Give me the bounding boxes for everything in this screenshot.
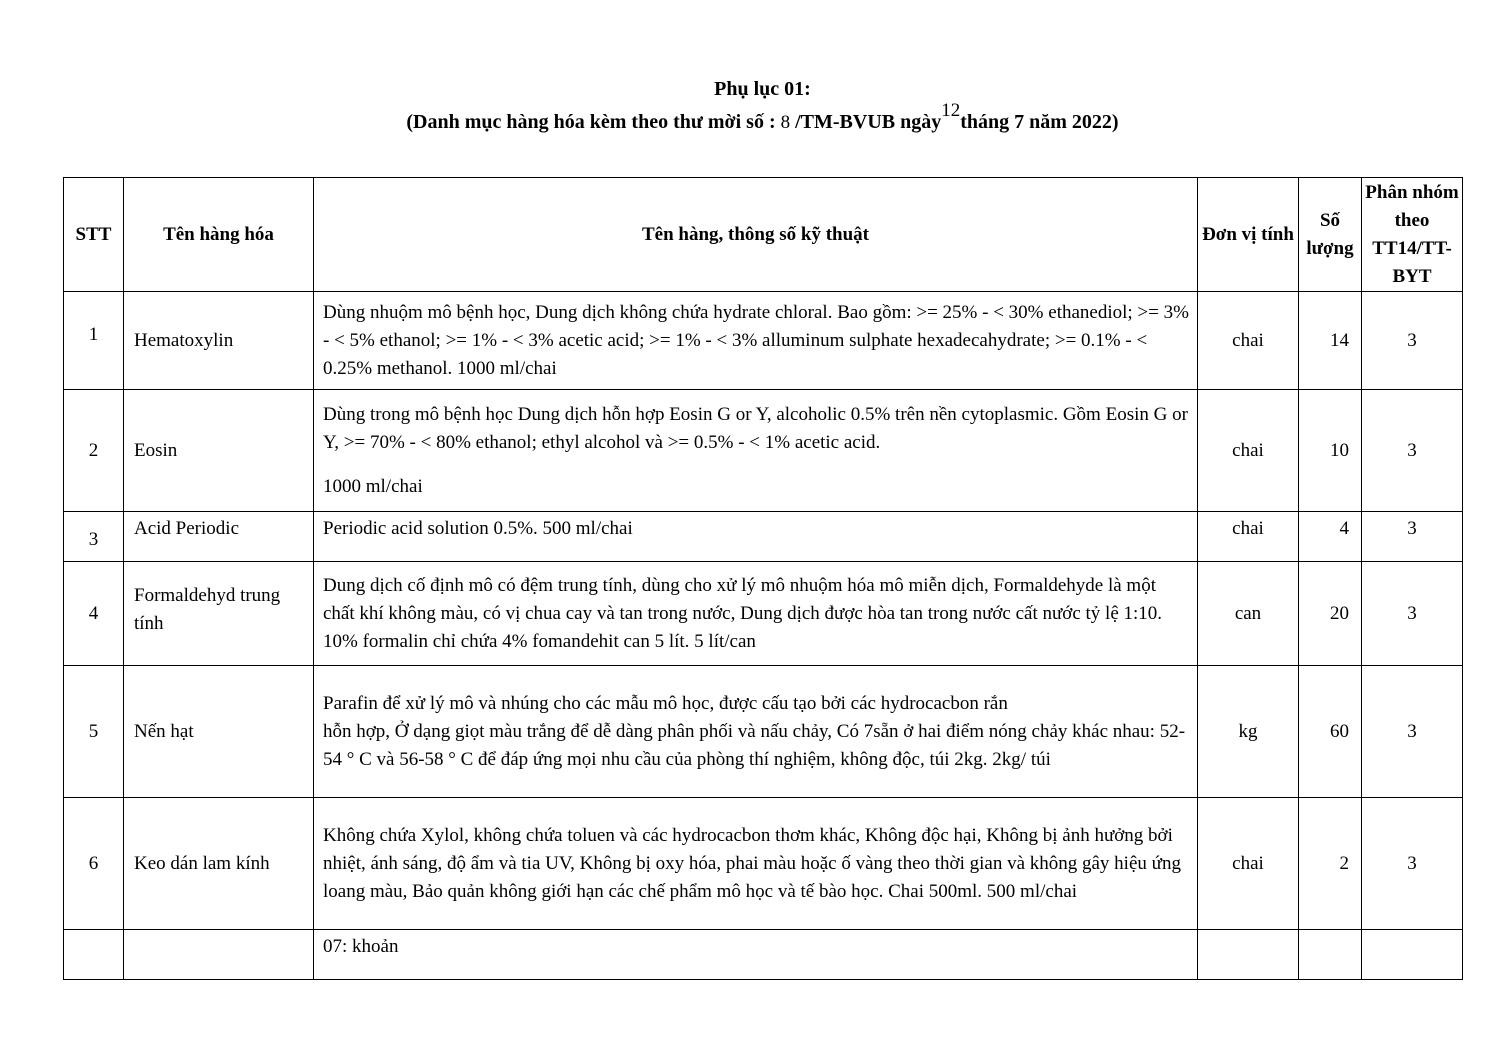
row-group: 3 bbox=[1362, 512, 1463, 562]
row-stt: 3 bbox=[64, 512, 124, 562]
row-stt: 4 bbox=[64, 562, 124, 666]
header-group: Phân nhóm theo TT14/TT-BYT bbox=[1362, 178, 1463, 292]
total-empty-unit bbox=[1198, 930, 1299, 980]
total-empty-qty bbox=[1299, 930, 1362, 980]
total-empty-name bbox=[124, 930, 314, 980]
row-stt: 2 bbox=[64, 390, 124, 512]
row-group: 3 bbox=[1362, 562, 1463, 666]
table-row bbox=[64, 292, 1463, 390]
row-qty: 4 bbox=[1299, 512, 1362, 562]
doc-number: 8 bbox=[780, 112, 791, 133]
row-spec-text: Dùng trong mô bệnh học Dung dịch hỗn hợp Eosin G or Y, alcoholic 0.5% trên nền cytoplasmic. Gồm Eosin G or Y, >= 70% - < 80% ethanol; ethyl alcohol và >= 0.5% - < 1% acetic acid. bbox=[323, 403, 1188, 453]
total-empty-stt bbox=[64, 930, 124, 980]
row-spec: Không chứa Xylol, không chứa toluen và các hydrocacbon thơm khác, Không độc hại, Không bị ảnh hưởng bởi nhiệt, ánh sáng, độ ẩm và tia UV, Không bị oxy hóa, phai màu hoặc ố vàng theo thời gian và không gây hiệu ứng loang màu, Bảo quản không giới hạn các chế phẩm mô học và tế bào học. Chai 500ml. 500 ml/chai bbox=[314, 798, 1198, 930]
row-name: Formaldehyd trung tính bbox=[124, 562, 314, 666]
subtitle-mid: /TM-BVUB ngày bbox=[795, 111, 942, 133]
row-qty: 60 bbox=[1299, 666, 1362, 798]
row-name: Acid Periodic bbox=[124, 512, 314, 562]
table-row bbox=[64, 562, 1463, 666]
appendix-title: Phụ lục 01: bbox=[714, 78, 811, 100]
row-unit: chai bbox=[1198, 390, 1299, 512]
row-group: 3 bbox=[1362, 292, 1463, 390]
header-name: Tên hàng hóa bbox=[124, 178, 314, 292]
row-qty: 10 bbox=[1299, 390, 1362, 512]
goods-table bbox=[63, 177, 1463, 980]
row-spec: Dùng nhuộm mô bệnh học, Dung dịch không chứa hydrate chloral. Bao gồm: >= 25% - < 30% ethanediol; >= 3% - < 5% ethanol; >= 1% - < 3% acetic acid; >= 1% - < 3% alluminum sulphate hexadecahydrate; >= 0.1% - < 0.25% methanol. 1000 ml/chai bbox=[314, 292, 1198, 390]
appendix-subtitle bbox=[0, 100, 1500, 134]
row-unit: chai bbox=[1198, 798, 1299, 930]
subtitle-prefix: (Danh mục hàng hóa kèm theo thư mời số : bbox=[406, 111, 776, 133]
row-unit: can bbox=[1198, 562, 1299, 666]
total-count: 07: khoản bbox=[314, 930, 1198, 980]
row-group: 3 bbox=[1362, 390, 1463, 512]
row-group: 3 bbox=[1362, 798, 1463, 930]
day-number: 12 bbox=[941, 100, 961, 121]
row-spec: Periodic acid solution 0.5%. 500 ml/chai bbox=[314, 512, 1198, 562]
total-empty-group bbox=[1362, 930, 1463, 980]
header-spec: Tên hàng, thông số kỹ thuật bbox=[314, 178, 1198, 292]
row-stt: 1 bbox=[64, 292, 124, 390]
row-spec bbox=[314, 390, 1198, 512]
row-spec-rest: hỗn hợp, Ở dạng giọt màu trắng để dễ dàng phân phối và nấu chảy, Có 7sẵn ở hai điểm nóng chảy khác nhau: 52-54 ° C và 56-58 ° C để đáp ứng mọi nhu cầu của phòng thí nghiệm, không độc, túi 2kg. 2kg/ túi bbox=[323, 720, 1186, 770]
row-group: 3 bbox=[1362, 666, 1463, 798]
row-spec-line: Parafin để xử lý mô và nhúng cho các mẫu mô học, được cấu tạo bởi các hydrocacbon rắn bbox=[323, 692, 1008, 714]
row-stt: 5 bbox=[64, 666, 124, 798]
row-spec-packaging: 1000 ml/chai bbox=[323, 475, 423, 497]
table-row bbox=[64, 666, 1463, 798]
header-stt: STT bbox=[64, 178, 124, 292]
table-total-row bbox=[64, 930, 1463, 980]
row-qty: 20 bbox=[1299, 562, 1362, 666]
table-row bbox=[64, 512, 1463, 562]
table-header-row bbox=[64, 178, 1463, 292]
row-stt: 6 bbox=[64, 798, 124, 930]
row-spec: Dung dịch cố định mô có đệm trung tính, dùng cho xử lý mô nhuộm hóa mô miễn dịch, Formaldehyde là một chất khí không màu, có vị chua cay và tan trong nước, Dung dịch được hòa tan trong nước cất nước tỷ lệ 1:10. 10% formalin chỉ chứa 4% fomandehit can 5 lít. 5 lít/can bbox=[314, 562, 1198, 666]
header-qty: Số lượng bbox=[1299, 178, 1362, 292]
row-name: Keo dán lam kính bbox=[124, 798, 314, 930]
subtitle-suffix: tháng 7 năm 2022) bbox=[960, 111, 1119, 133]
row-qty: 14 bbox=[1299, 292, 1362, 390]
table-row bbox=[64, 390, 1463, 512]
header-unit: Đơn vị tính bbox=[1198, 178, 1299, 292]
row-name: Hematoxylin bbox=[124, 292, 314, 390]
row-name: Eosin bbox=[124, 390, 314, 512]
row-qty: 2 bbox=[1299, 798, 1362, 930]
row-unit: chai bbox=[1198, 292, 1299, 390]
row-spec bbox=[314, 666, 1198, 798]
table-row bbox=[64, 798, 1463, 930]
row-unit: kg bbox=[1198, 666, 1299, 798]
row-unit: chai bbox=[1198, 512, 1299, 562]
row-name: Nến hạt bbox=[124, 666, 314, 798]
